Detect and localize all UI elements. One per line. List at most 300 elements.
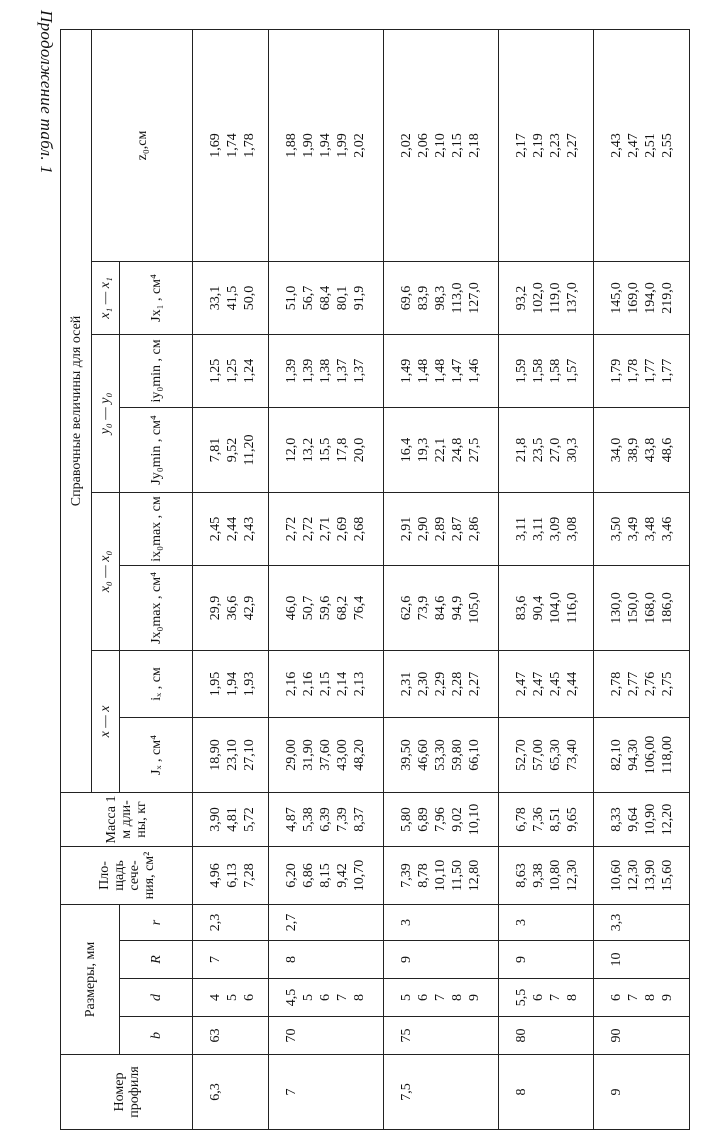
cell-value: 42,9 bbox=[242, 595, 257, 621]
cell-value: 43,8 bbox=[643, 437, 659, 463]
cell-value: 2,44 bbox=[225, 516, 240, 542]
cell-ix0 bbox=[498, 492, 593, 565]
cell-value: 5,80 bbox=[398, 807, 414, 832]
cell-ix0 bbox=[383, 492, 498, 565]
table-caption: Продолжение табл. 1 bbox=[37, 10, 56, 175]
cell-value: 8,78 bbox=[415, 863, 431, 888]
cell-b bbox=[498, 1017, 593, 1055]
cell-ix0 bbox=[268, 492, 383, 565]
cell-value: 7 bbox=[626, 994, 642, 1001]
header-axis-x1: x₁ — x₁ bbox=[92, 261, 120, 334]
cell-value: 9,02 bbox=[449, 807, 465, 832]
cell-value: 8,51 bbox=[547, 807, 563, 832]
cell-profile bbox=[498, 1055, 593, 1130]
cell-value: 73,9 bbox=[415, 595, 431, 621]
cell-jx1 bbox=[594, 261, 690, 334]
cell-jx bbox=[383, 717, 498, 792]
cell-value: 1,94 bbox=[317, 133, 333, 158]
cell-value: 68,4 bbox=[317, 285, 333, 311]
header-axis-x0: x₀ — x₀ bbox=[92, 492, 120, 650]
cell-value: 8,37 bbox=[351, 807, 367, 832]
cell-value: 80 bbox=[513, 1028, 529, 1043]
header-Jx1: Jx₁ , см⁴ bbox=[120, 261, 193, 334]
cell-value: 56,7 bbox=[300, 285, 316, 311]
cell-value: 2,27 bbox=[564, 133, 580, 158]
cell-value: 9 bbox=[398, 956, 414, 963]
cell-value: 2,16 bbox=[300, 671, 316, 697]
cell-value: 15,60 bbox=[660, 859, 676, 892]
cell-value: 9,42 bbox=[334, 863, 350, 888]
cell-value: 9,38 bbox=[530, 863, 546, 888]
cell-value: 66,10 bbox=[466, 739, 482, 771]
cell-jx1 bbox=[498, 261, 593, 334]
table-row bbox=[594, 29, 690, 1129]
cell-iy0 bbox=[383, 334, 498, 407]
cell-value: 48,6 bbox=[660, 437, 676, 463]
cell-value: 2,43 bbox=[242, 516, 257, 542]
cell-value: 7,96 bbox=[432, 807, 448, 832]
cell-value: 5 bbox=[398, 994, 414, 1001]
cell-value: 94,30 bbox=[626, 739, 642, 771]
cell-value: 6 bbox=[317, 994, 333, 1001]
cell-mass bbox=[383, 792, 498, 846]
cell-value: 2,91 bbox=[398, 516, 414, 542]
cell-value: 29,9 bbox=[208, 595, 223, 621]
cell-value: 1,37 bbox=[351, 358, 367, 384]
cell-value: 2,10 bbox=[432, 133, 448, 158]
cell-area bbox=[498, 846, 593, 904]
cell-value: 93,2 bbox=[513, 285, 529, 311]
cell-value: 1,57 bbox=[564, 358, 580, 384]
cell-value: 1,90 bbox=[300, 133, 316, 158]
cell-value: 52,70 bbox=[513, 739, 529, 771]
cell-jx1 bbox=[193, 261, 269, 334]
cell-value: 12,20 bbox=[660, 803, 676, 836]
cell-value: 2,15 bbox=[449, 133, 465, 158]
cell-value: 9 bbox=[660, 994, 676, 1001]
cell-value: 15,5 bbox=[317, 437, 333, 463]
cell-value: 10,10 bbox=[432, 859, 448, 892]
cell-value: 10,90 bbox=[643, 803, 659, 836]
cell-value: 7,28 bbox=[242, 863, 257, 888]
cell-value: 2,72 bbox=[283, 516, 299, 542]
cell-value: 4,5 bbox=[283, 988, 299, 1007]
cell-value: 6,13 bbox=[225, 863, 240, 888]
cell-value: 2,43 bbox=[609, 133, 625, 158]
cell-value: 12,30 bbox=[564, 859, 580, 892]
cell-value: 2,13 bbox=[351, 671, 367, 697]
cell-value: 2,69 bbox=[334, 516, 350, 542]
table-body bbox=[193, 29, 690, 1129]
cell-value: 106,00 bbox=[643, 735, 659, 775]
cell-value: 57,00 bbox=[530, 739, 546, 771]
cell-value: 59,6 bbox=[317, 595, 333, 621]
cell-value: 116,0 bbox=[564, 592, 580, 624]
cell-value: 3,48 bbox=[643, 516, 659, 542]
cell-value: 10 bbox=[609, 952, 625, 967]
cell-value: 2,87 bbox=[449, 516, 465, 542]
cell-value: 41,5 bbox=[225, 285, 240, 311]
cell-value: 1,93 bbox=[242, 671, 257, 697]
cell-value: 51,0 bbox=[283, 285, 299, 311]
cell-value: 8 bbox=[283, 956, 299, 963]
cell-value: 150,0 bbox=[626, 592, 642, 624]
header-profile-number: Номер профиля bbox=[61, 1055, 193, 1130]
cell-jx0 bbox=[383, 565, 498, 650]
cell-r bbox=[193, 904, 269, 940]
cell-value: 2,02 bbox=[351, 133, 367, 158]
cell-value: 1,95 bbox=[208, 671, 223, 697]
cell-r bbox=[383, 904, 498, 940]
cell-value: 38,9 bbox=[626, 437, 642, 463]
cell-value: 30,3 bbox=[564, 437, 580, 463]
cell-value: 2,29 bbox=[432, 671, 448, 697]
cell-value: 12,30 bbox=[626, 859, 642, 892]
rotated-table-sheet bbox=[60, 30, 690, 1130]
cell-value: 13,2 bbox=[300, 437, 316, 463]
cell-value: 7 bbox=[547, 994, 563, 1001]
cell-value: 4,96 bbox=[208, 863, 223, 888]
cell-mass bbox=[268, 792, 383, 846]
cell-value: 3,11 bbox=[530, 516, 546, 541]
cell-value: 3,49 bbox=[626, 516, 642, 542]
cell-value: 46,0 bbox=[283, 595, 299, 621]
header-ix: iₓ , см bbox=[120, 650, 193, 717]
header-Jx0max: Jx₀max , см⁴ bbox=[120, 565, 193, 650]
cell-value: 7,39 bbox=[334, 807, 350, 832]
cell-value: 10,70 bbox=[351, 859, 367, 892]
cell-r bbox=[594, 904, 690, 940]
cell-value: 3,90 bbox=[208, 807, 223, 832]
cell-jy0 bbox=[268, 407, 383, 492]
cell-value: 8 bbox=[564, 994, 580, 1001]
cell-value: 1,79 bbox=[609, 358, 625, 384]
cell-r bbox=[498, 941, 593, 979]
cell-area bbox=[268, 846, 383, 904]
cell-value: 83,9 bbox=[415, 285, 431, 311]
cell-value: 2,45 bbox=[208, 516, 223, 542]
cell-profile bbox=[383, 1055, 498, 1130]
cell-jy0 bbox=[498, 407, 593, 492]
cell-value: 2,28 bbox=[449, 671, 465, 697]
cell-value: 2,72 bbox=[300, 516, 316, 542]
cell-value: 36,6 bbox=[225, 595, 240, 621]
cell-value: 2,19 bbox=[530, 133, 546, 158]
cell-value: 2,51 bbox=[643, 133, 659, 158]
header-mass: Масса 1 м дли-ны, кг bbox=[61, 792, 193, 846]
cell-value: 31,90 bbox=[300, 739, 316, 771]
angle-profile-table bbox=[60, 29, 690, 1130]
cell-value: 1,49 bbox=[398, 358, 414, 384]
cell-value: 9 bbox=[513, 956, 529, 963]
cell-value: 1,39 bbox=[300, 358, 316, 384]
cell-value: 2,86 bbox=[466, 516, 482, 542]
cell-value: 118,00 bbox=[660, 735, 676, 774]
cell-value: 2,18 bbox=[466, 133, 482, 158]
cell-b bbox=[268, 1017, 383, 1055]
cell-value: 3,11 bbox=[513, 516, 529, 541]
cell-value: 2,90 bbox=[415, 516, 431, 542]
cell-value: 1,47 bbox=[449, 358, 465, 384]
cell-value: 3 bbox=[398, 918, 414, 926]
cell-r bbox=[268, 904, 383, 940]
cell-b bbox=[383, 1017, 498, 1055]
cell-ix bbox=[594, 650, 690, 717]
cell-jy0 bbox=[193, 407, 269, 492]
cell-value: 2,27 bbox=[466, 671, 482, 697]
cell-value: 119,0 bbox=[547, 282, 563, 314]
cell-value: 102,0 bbox=[530, 282, 546, 314]
cell-value: 168,0 bbox=[643, 592, 659, 624]
cell-value: 8 bbox=[643, 994, 659, 1001]
cell-value: 75 bbox=[398, 1028, 414, 1043]
header-axis-x: x — x bbox=[92, 650, 120, 792]
cell-value: 3,09 bbox=[547, 516, 563, 542]
cell-value: 53,30 bbox=[432, 739, 448, 771]
cell-value: 23,5 bbox=[530, 437, 546, 463]
cell-value: 8,33 bbox=[609, 807, 625, 832]
cell-value: 127,0 bbox=[466, 282, 482, 314]
cell-value: 12,0 bbox=[283, 437, 299, 463]
cell-iy0 bbox=[594, 334, 690, 407]
cell-profile bbox=[594, 1055, 690, 1130]
cell-value: 69,6 bbox=[398, 285, 414, 311]
cell-value: 130,0 bbox=[609, 592, 625, 624]
cell-value: 27,0 bbox=[547, 437, 563, 463]
cell-value: 6 bbox=[415, 994, 431, 1001]
cell-r bbox=[594, 941, 690, 979]
cell-value: 2,30 bbox=[415, 671, 431, 697]
cell-value: 1,74 bbox=[225, 133, 240, 158]
cell-value: 6 bbox=[242, 994, 257, 1001]
cell-value: 1,24 bbox=[242, 358, 257, 384]
cell-value: 2,47 bbox=[513, 671, 529, 697]
cell-value: 20,0 bbox=[351, 437, 367, 463]
cell-jx bbox=[498, 717, 593, 792]
cell-value: 84,6 bbox=[432, 595, 448, 621]
cell-value: 11,50 bbox=[449, 859, 465, 891]
cell-value: 1,88 bbox=[283, 133, 299, 158]
cell-value: 6 bbox=[530, 994, 546, 1001]
header-reference-values: Справочные величины для осей bbox=[61, 29, 92, 792]
cell-value: 65,30 bbox=[547, 739, 563, 771]
cell-d bbox=[594, 979, 690, 1017]
cell-value: 50,0 bbox=[242, 285, 257, 311]
cell-mass bbox=[193, 792, 269, 846]
cell-value: 169,0 bbox=[626, 282, 642, 314]
cell-value: 39,50 bbox=[398, 739, 414, 771]
cell-profile bbox=[193, 1055, 269, 1130]
cell-value: 83,6 bbox=[513, 595, 529, 621]
cell-value: 11,20 bbox=[242, 434, 257, 466]
cell-value: 1,25 bbox=[225, 358, 240, 384]
cell-value: 73,40 bbox=[564, 739, 580, 771]
cell-iy0 bbox=[193, 334, 269, 407]
cell-area bbox=[594, 846, 690, 904]
cell-area bbox=[193, 846, 269, 904]
cell-value: 34,0 bbox=[609, 437, 625, 463]
cell-value: 8 bbox=[351, 994, 367, 1001]
cell-value: 2,3 bbox=[208, 913, 223, 932]
cell-value: 2,47 bbox=[530, 671, 546, 697]
cell-value: 22,1 bbox=[432, 437, 448, 463]
cell-jy0 bbox=[594, 407, 690, 492]
cell-r bbox=[383, 941, 498, 979]
cell-value: 8,63 bbox=[513, 863, 529, 888]
header-ix0max: ix₀max , см bbox=[120, 492, 193, 565]
cell-value: 3,3 bbox=[609, 913, 625, 932]
cell-value: 27,5 bbox=[466, 437, 482, 463]
cell-value: 7,39 bbox=[398, 863, 414, 888]
cell-value: 6,39 bbox=[317, 807, 333, 832]
cell-value: 9 bbox=[609, 1088, 625, 1096]
cell-z0 bbox=[268, 29, 383, 261]
cell-mass bbox=[498, 792, 593, 846]
cell-jx1 bbox=[268, 261, 383, 334]
cell-value: 3 bbox=[513, 918, 529, 926]
cell-value: 2,7 bbox=[283, 913, 299, 932]
cell-value: 2,16 bbox=[283, 671, 299, 697]
cell-value: 12,80 bbox=[466, 859, 482, 892]
header-d: d bbox=[120, 979, 193, 1017]
cell-iy0 bbox=[268, 334, 383, 407]
cell-value: 9,52 bbox=[225, 437, 240, 463]
cell-value: 4,87 bbox=[283, 807, 299, 832]
cell-value: 2,77 bbox=[626, 671, 642, 697]
cell-value: 2,44 bbox=[564, 671, 580, 697]
cell-value: 1,69 bbox=[208, 133, 223, 158]
cell-value: 1,25 bbox=[208, 358, 223, 384]
cell-value: 9 bbox=[466, 994, 482, 1001]
header-Jy0min: Jy₀min , см⁴ bbox=[120, 407, 193, 492]
cell-value: 17,8 bbox=[334, 437, 350, 463]
cell-value: 90 bbox=[609, 1028, 625, 1043]
cell-value: 7,5 bbox=[398, 1083, 414, 1101]
cell-value: 10,60 bbox=[609, 859, 625, 892]
cell-value: 5 bbox=[225, 994, 240, 1001]
cell-value: 6,89 bbox=[415, 807, 431, 832]
cell-value: 43,00 bbox=[334, 739, 350, 771]
cell-value: 6,20 bbox=[283, 863, 299, 888]
cell-value: 9,65 bbox=[564, 807, 580, 832]
cell-value: 29,00 bbox=[283, 739, 299, 771]
cell-value: 37,60 bbox=[317, 739, 333, 771]
cell-value: 1,38 bbox=[317, 358, 333, 384]
cell-value: 59,80 bbox=[449, 739, 465, 771]
cell-value: 7 bbox=[208, 956, 223, 963]
cell-value: 2,78 bbox=[609, 671, 625, 697]
cell-value: 2,68 bbox=[351, 516, 367, 542]
cell-value: 98,3 bbox=[432, 285, 448, 311]
cell-value: 1,46 bbox=[466, 358, 482, 384]
table-row bbox=[268, 29, 383, 1129]
cell-value: 4 bbox=[208, 994, 223, 1001]
cell-value: 3,50 bbox=[609, 516, 625, 542]
cell-value: 27,10 bbox=[242, 739, 257, 771]
cell-value: 91,9 bbox=[351, 285, 367, 311]
cell-value: 186,0 bbox=[660, 592, 676, 624]
cell-jx0 bbox=[594, 565, 690, 650]
cell-profile bbox=[268, 1055, 383, 1130]
cell-ix bbox=[498, 650, 593, 717]
cell-value: 8,15 bbox=[317, 863, 333, 888]
cell-value: 10,10 bbox=[466, 803, 482, 836]
table-row bbox=[498, 29, 593, 1129]
cell-value: 7,81 bbox=[208, 437, 223, 463]
header-area: Пло-щадь сече-ния, см² bbox=[61, 846, 193, 904]
cell-ix0 bbox=[594, 492, 690, 565]
cell-value: 2,75 bbox=[660, 671, 676, 697]
cell-value: 1,48 bbox=[432, 358, 448, 384]
cell-value: 3,46 bbox=[660, 516, 676, 542]
cell-value: 63 bbox=[208, 1028, 223, 1043]
cell-value: 1,58 bbox=[530, 358, 546, 384]
cell-value: 2,76 bbox=[643, 671, 659, 697]
cell-value: 2,14 bbox=[334, 671, 350, 697]
header-Jx: Jₓ , см⁴ bbox=[120, 717, 193, 792]
cell-value: 46,60 bbox=[415, 739, 431, 771]
header-r: r bbox=[120, 904, 193, 940]
cell-value: 3,08 bbox=[564, 516, 580, 542]
cell-value: 145,0 bbox=[609, 282, 625, 314]
table-row bbox=[383, 29, 498, 1129]
cell-value: 7 bbox=[283, 1088, 299, 1096]
cell-jx1 bbox=[383, 261, 498, 334]
cell-iy0 bbox=[498, 334, 593, 407]
cell-jx bbox=[268, 717, 383, 792]
cell-ix0 bbox=[193, 492, 269, 565]
cell-value: 1,58 bbox=[547, 358, 563, 384]
cell-value: 1,94 bbox=[225, 671, 240, 697]
cell-value: 2,15 bbox=[317, 671, 333, 697]
cell-r bbox=[268, 941, 383, 979]
cell-value: 1,77 bbox=[660, 358, 676, 384]
cell-d bbox=[268, 979, 383, 1017]
header-axis-y0: y₀ — y₀ bbox=[92, 334, 120, 492]
cell-value: 19,3 bbox=[415, 437, 431, 463]
cell-value: 80,1 bbox=[334, 285, 350, 311]
cell-value: 33,1 bbox=[208, 285, 223, 311]
cell-value: 82,10 bbox=[609, 739, 625, 771]
header-sizes: Размеры, мм bbox=[61, 904, 120, 1054]
cell-value: 90,4 bbox=[530, 595, 546, 621]
cell-jx0 bbox=[193, 565, 269, 650]
cell-value: 18,90 bbox=[208, 739, 223, 771]
cell-b bbox=[594, 1017, 690, 1055]
cell-value: 2,89 bbox=[432, 516, 448, 542]
cell-value: 1,48 bbox=[415, 358, 431, 384]
cell-value: 2,06 bbox=[415, 133, 431, 158]
cell-z0 bbox=[498, 29, 593, 261]
cell-area bbox=[383, 846, 498, 904]
cell-value: 194,0 bbox=[643, 282, 659, 314]
cell-value: 16,4 bbox=[398, 437, 414, 463]
cell-z0 bbox=[383, 29, 498, 261]
cell-jy0 bbox=[383, 407, 498, 492]
cell-value: 21,8 bbox=[513, 437, 529, 463]
cell-value: 2,02 bbox=[398, 133, 414, 158]
cell-value: 105,0 bbox=[466, 592, 482, 624]
header-b: b bbox=[120, 1017, 193, 1055]
cell-value: 2,31 bbox=[398, 671, 414, 697]
cell-value: 5,72 bbox=[242, 807, 257, 832]
cell-mass bbox=[594, 792, 690, 846]
cell-value: 7,36 bbox=[530, 807, 546, 832]
cell-ix bbox=[193, 650, 269, 717]
cell-r bbox=[498, 904, 593, 940]
header-R: R bbox=[120, 941, 193, 979]
cell-z0 bbox=[193, 29, 269, 261]
